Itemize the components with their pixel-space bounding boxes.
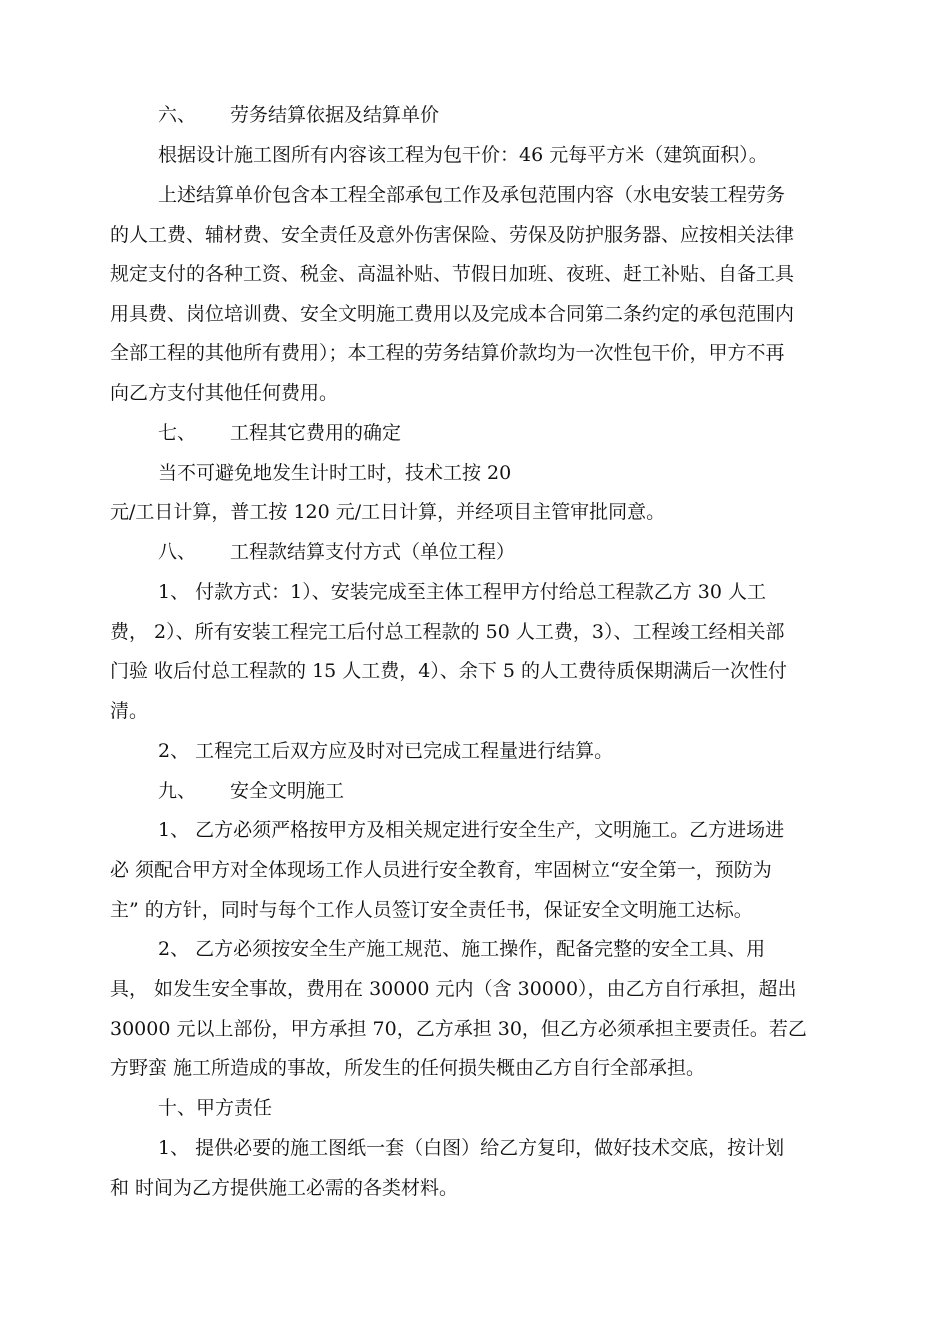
section-number: 九、 bbox=[158, 780, 197, 802]
section-title: 劳务结算依据及结算单价 bbox=[230, 104, 440, 126]
section-number: 六、 bbox=[158, 104, 197, 126]
paragraph-line: 1、 提供必要的施工图纸一套（白图）给乙方复印，做好技术交底，按计划 bbox=[158, 1137, 785, 1159]
section-number: 八、 bbox=[158, 541, 197, 563]
paragraph-line: 当不可避免地发生计时工时，技术工按 20 bbox=[158, 462, 512, 484]
paragraph-line: 元/工日计算，普工按 120 元/工日计算，并经项目主管审批同意。 bbox=[110, 501, 666, 523]
paragraph-line: 和 时间为乙方提供施工必需的各类材料。 bbox=[110, 1177, 459, 1199]
paragraph-line: 1、 付款方式：1）、安装完成至主体工程甲方付给总工程款乙方 30 人工 bbox=[158, 581, 766, 603]
section-8-heading bbox=[158, 540, 515, 564]
paragraph-line: 费， 2）、所有安装工程完工后付总工程款的 50 人工费，3）、工程竣工经相关部 bbox=[110, 621, 785, 643]
section-title: 安全文明施工 bbox=[230, 780, 345, 802]
paragraph-line: 必 须配合甲方对全体现场工作人员进行安全教育，牢固树立“安全第一，预防为 bbox=[110, 859, 772, 881]
paragraph-line: 具， 如发生安全事故，费用在 30000 元内（含 30000），由乙方自行承担，超出 bbox=[110, 978, 797, 1000]
section-title: 工程款结算支付方式（单位工程） bbox=[230, 541, 516, 563]
section-6-heading bbox=[158, 103, 439, 127]
paragraph-line: 主” 的方针，同时与每个工作人员签订安全责任书，保证安全文明施工达标。 bbox=[110, 899, 753, 921]
paragraph-line: 2、 工程完工后双方应及时对已完成工程量进行结算。 bbox=[158, 740, 614, 762]
paragraph-line: 向乙方支付其他任何费用。 bbox=[110, 382, 339, 404]
section-number: 七、 bbox=[158, 422, 197, 444]
paragraph-line: 门验 收后付总工程款的 15 人工费，4）、余下 5 的人工费待质保期满后一次性付 bbox=[110, 660, 788, 682]
paragraph-line: 方野蛮 施工所造成的事故，所发生的任何损失概由乙方自行全部承担。 bbox=[110, 1057, 706, 1079]
paragraph-line: 根据设计施工图所有内容该工程为包干价：46 元每平方米（建筑面积）。 bbox=[158, 144, 768, 166]
paragraph-line: 用具费、岗位培训费、安全文明施工费用以及完成本合同第二条约定的承包范围内 bbox=[110, 303, 795, 325]
paragraph-line: 规定支付的各种工资、税金、高温补贴、节假日加班、夜班、赶工补贴、自备工具 bbox=[110, 263, 795, 285]
paragraph-line: 30000 元以上部份，甲方承担 70，乙方承担 30，但乙方必须承担主要责任。若乙 bbox=[110, 1018, 807, 1040]
paragraph-line: 的人工费、辅材费、安全责任及意外伤害保险、劳保及防护服务器、应按相关法律 bbox=[110, 224, 795, 246]
paragraph-line: 清。 bbox=[110, 700, 149, 722]
paragraph-line: 全部工程的其他所有费用）；本工程的劳务结算价款均为一次性包干价，甲方不再 bbox=[110, 342, 785, 364]
section-10-heading: 十、甲方责任 bbox=[158, 1097, 273, 1119]
section-9-heading bbox=[158, 779, 344, 803]
section-7-heading bbox=[158, 421, 401, 445]
section-title: 工程其它费用的确定 bbox=[230, 422, 402, 444]
paragraph-line: 1、 乙方必须严格按甲方及相关规定进行安全生产，文明施工。乙方进场进 bbox=[158, 819, 785, 841]
paragraph-line: 2、 乙方必须按安全生产施工规范、施工操作，配备完整的安全工具、用 bbox=[158, 938, 766, 960]
paragraph-line: 上述结算单价包含本工程全部承包工作及承包范围内容（水电安装工程劳务 bbox=[158, 184, 786, 206]
